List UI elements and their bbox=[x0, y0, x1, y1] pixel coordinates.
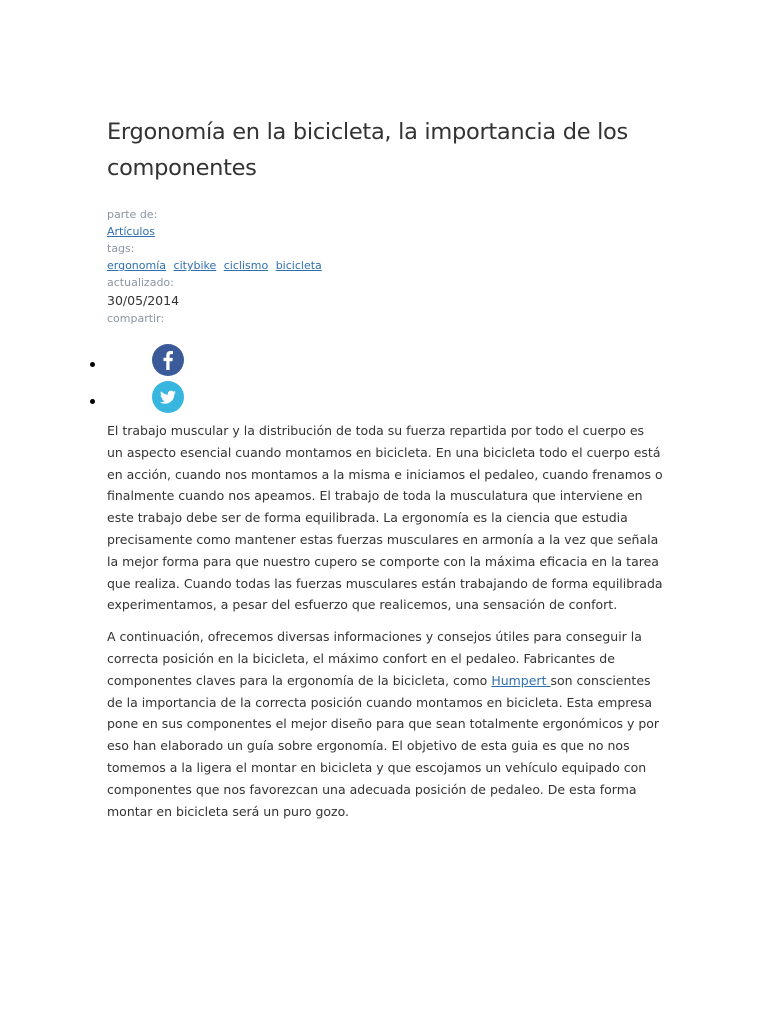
updated-date: 30/05/2014 bbox=[107, 293, 180, 308]
paragraph: El trabajo muscular y la distribución de toda su fuerza repartida por todo el cuerpo es un aspecto esencial cuando montamos en bicicleta. En una bicicleta todo el cuerpo está en acción, cuando nos montamos a la misma e iniciamos el pedaleo, cuando frenamos o finalmente cuando nos apeamos. El trabajo de toda la musculatura que interviene en este trabajo debe ser de forma equilibrada. La ergonomía es la ciencia que estudia precisamente como mantener estas fuerzas musculares en armonía a la vez que señala la mejor forma para que nuestro cupero se comporte con la máxima eficacia en la tarea que realiza. Cuando todas las fuerzas musculares están trabajando de forma equilibrada experimentamos, a pesar del esfuerzo que realicemos, una sensación de confort. bbox=[107, 423, 663, 613]
part-of-label: parte de: bbox=[107, 208, 158, 221]
article-title: Ergonomía en la bicicleta, la importancia de los componentes bbox=[107, 119, 628, 181]
category-link[interactable]: Artículos bbox=[107, 225, 155, 238]
tags-label: tags: bbox=[107, 242, 135, 255]
list-bullet bbox=[90, 362, 95, 367]
article-body bbox=[107, 420, 663, 832]
list-bullet bbox=[90, 399, 95, 404]
paragraph-text: A continuación, ofrecemos diversas informaciones y consejos útiles para conseguir la correcta posición en la bicicleta, el máximo confort en el pedaleo. Fabricantes de componentes claves para la ergonomía de la bicicleta, como bbox=[107, 629, 642, 688]
twitter-icon[interactable] bbox=[152, 381, 184, 413]
tag-link[interactable]: bicicleta bbox=[275, 259, 322, 272]
tag-link[interactable]: ergonomía bbox=[107, 259, 167, 272]
part-of-value bbox=[107, 224, 663, 240]
tag-link[interactable]: ciclismo bbox=[223, 259, 269, 272]
tags-list bbox=[107, 258, 663, 274]
article bbox=[107, 114, 663, 819]
tag-link[interactable]: citybike bbox=[173, 259, 217, 272]
paragraph bbox=[107, 626, 663, 822]
share-label: compartir: bbox=[107, 312, 165, 325]
facebook-icon[interactable] bbox=[152, 344, 184, 376]
humpert-link[interactable]: Humpert bbox=[491, 672, 551, 688]
updated-label: actualizado: bbox=[107, 276, 174, 289]
paragraph-text: son conscientes de la importancia de la correcta posición cuando montamos en bicicleta. Esta empresa pone en sus componentes el mejor diseño para que sean totalmente ergonómicos y por eso han elaborado un guía sobre ergonomía. El objetivo de esta guia es que no nos tomemos a la ligera el montar en bicicleta y que escojamos un vehículo equipado con componentes que nos favorezcan una adecuada posición de pedaleo. De esta forma montar en bicicleta será un puro gozo. bbox=[107, 672, 660, 819]
